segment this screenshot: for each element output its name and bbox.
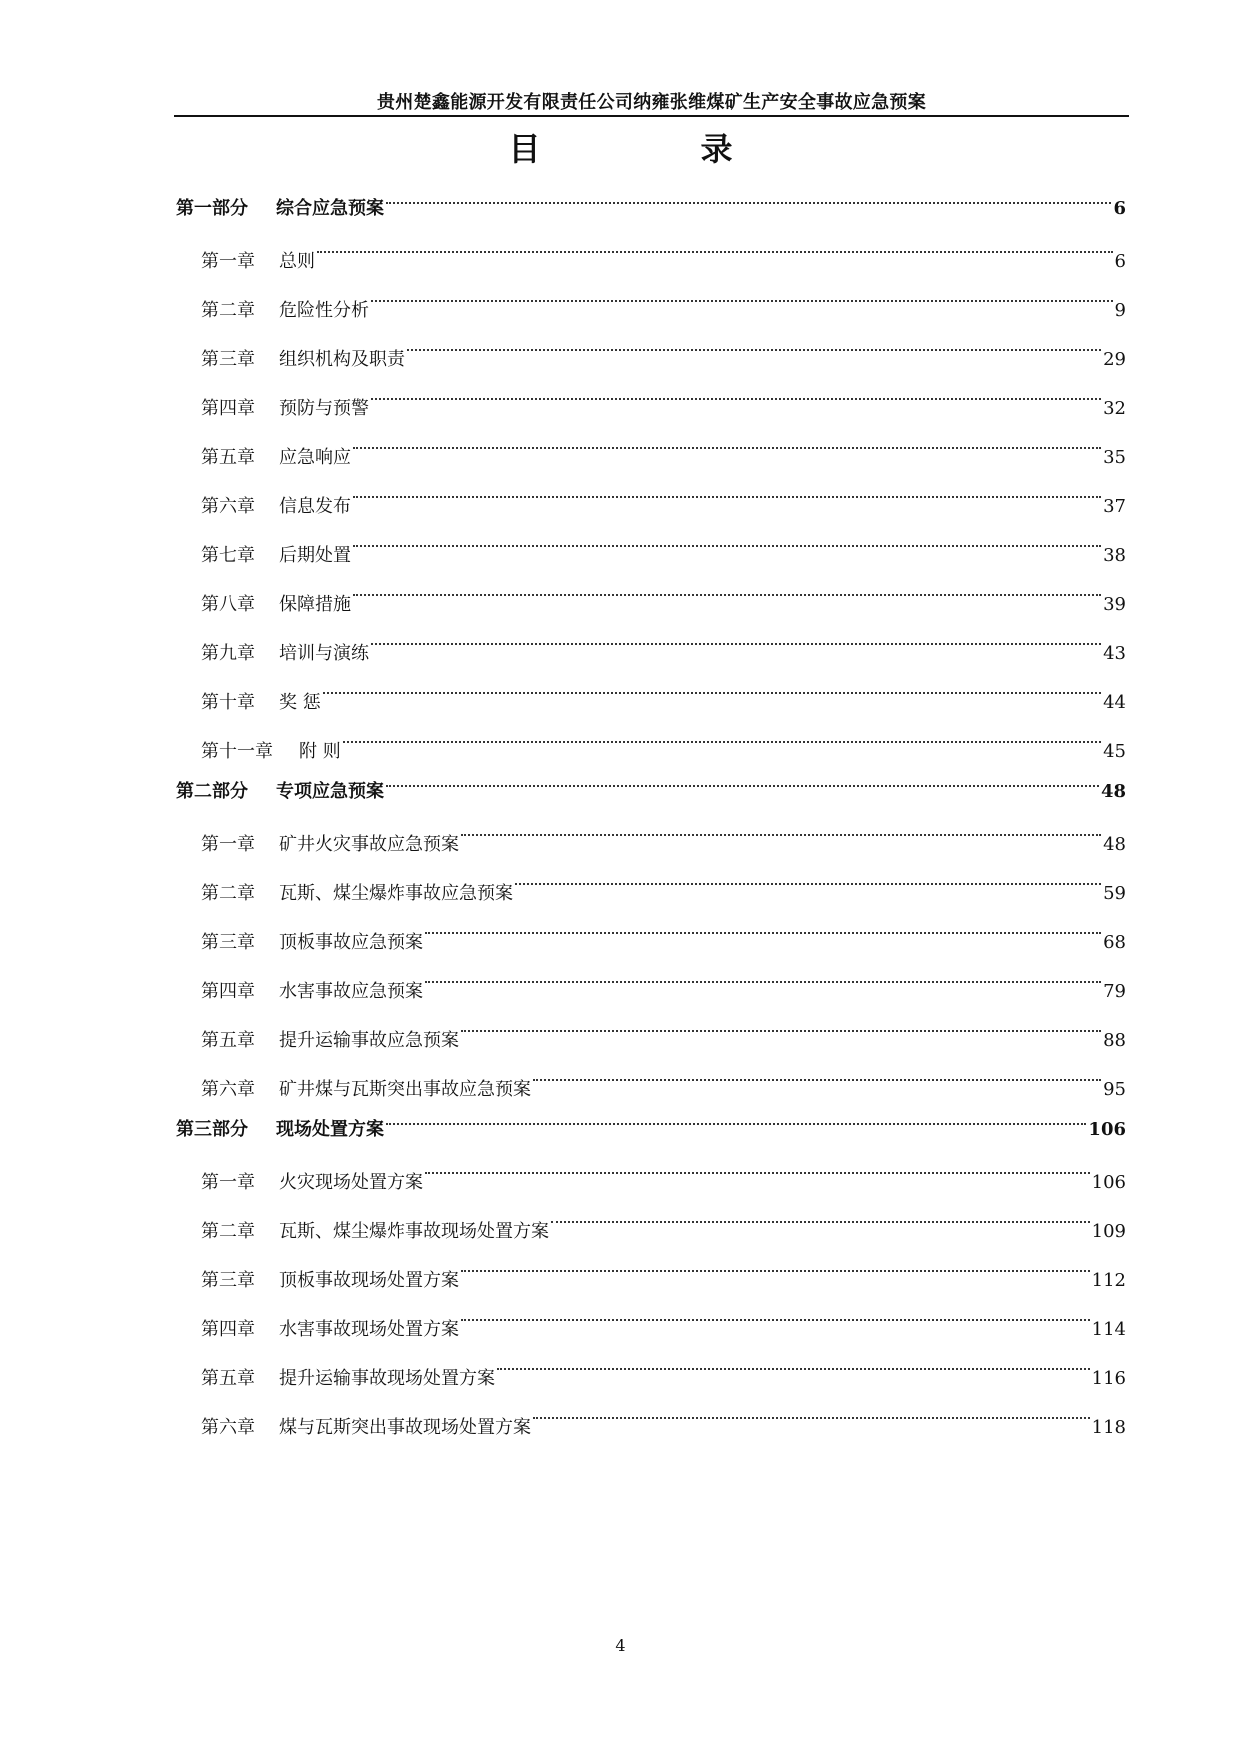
toc-entry-title: 水害事故现场处置方案 [279, 1319, 459, 1340]
toc-entry-number: 第三章 [201, 349, 255, 370]
toc-entry-title: 煤与瓦斯突出事故现场处置方案 [279, 1417, 531, 1438]
toc-entry-page: 118 [1091, 1417, 1126, 1438]
toc-entry-number: 第一章 [201, 834, 255, 855]
toc-entry-title: 应急响应 [279, 447, 351, 468]
toc-entry-title: 现场处置方案 [276, 1119, 384, 1140]
toc-entry-label [201, 820, 459, 869]
toc-entry-number: 第三部分 [176, 1119, 248, 1140]
toc-entry-number: 第五章 [201, 447, 255, 468]
toc-entry-page: 68 [1103, 932, 1126, 953]
running-header: 贵州楚鑫能源开发有限责任公司纳雍张维煤矿生产安全事故应急预案 [377, 92, 926, 113]
toc-title: 目录 [508, 130, 893, 168]
toc-entry-label [201, 1158, 423, 1207]
toc-leader-dots [425, 899, 1101, 948]
toc-entry-title: 预防与预警 [279, 398, 369, 419]
toc-entry-number: 第十章 [201, 692, 255, 713]
toc-leader-dots [317, 218, 1113, 267]
toc-entry-number: 第九章 [201, 643, 255, 664]
toc-entry-title: 危险性分析 [279, 300, 369, 321]
toc-entry-page: 79 [1103, 981, 1126, 1002]
toc-leader-dots [353, 414, 1101, 463]
toc-entry-label [201, 1403, 531, 1452]
toc-entry-label [201, 967, 423, 1016]
toc-entry-title: 奖 惩 [279, 692, 321, 713]
toc-leader-dots [323, 659, 1101, 708]
toc-entry-label [201, 918, 423, 967]
toc-entry-title: 提升运输事故应急预案 [279, 1030, 459, 1051]
toc-entry-label [176, 775, 384, 809]
toc-entry-number: 第一部分 [176, 198, 248, 219]
toc-entry-title: 附 则 [299, 741, 341, 762]
toc-entry-title: 综合应急预案 [276, 198, 384, 219]
toc-entry-page: 45 [1103, 741, 1126, 762]
toc-entry-page: 48 [1100, 781, 1126, 802]
toc-leader-dots [386, 763, 1099, 797]
toc-leader-dots [371, 267, 1113, 316]
toc-entry-page: 106 [1091, 1172, 1126, 1193]
toc-entry-page: 59 [1103, 883, 1126, 904]
toc-leader-dots [386, 180, 1111, 214]
toc-leader-dots [461, 801, 1101, 850]
toc-leader-dots [515, 850, 1101, 899]
toc-entry-page: 6 [1113, 198, 1126, 219]
toc-leader-dots [343, 708, 1101, 757]
toc-entry-title: 顶板事故现场处置方案 [279, 1270, 459, 1291]
toc-entry-page: 32 [1103, 398, 1126, 419]
toc-entry-label [201, 678, 321, 727]
toc-entry-title: 信息发布 [279, 496, 351, 517]
toc-leader-dots [497, 1335, 1090, 1384]
toc-leader-dots [425, 1139, 1090, 1188]
toc-entry-label [201, 384, 369, 433]
toc-entry-title: 后期处置 [279, 545, 351, 566]
toc-entry-title: 培训与演练 [279, 643, 369, 664]
toc-entry-label [201, 286, 369, 335]
toc-entry-page: 114 [1091, 1319, 1126, 1340]
toc-leader-dots [386, 1101, 1086, 1135]
toc-entry-page: 116 [1091, 1368, 1126, 1389]
toc-leader-dots [353, 463, 1101, 512]
toc-entry-page: 109 [1091, 1221, 1126, 1242]
header-rule [174, 115, 1129, 117]
toc-entry-title: 专项应急预案 [276, 781, 384, 802]
toc-entry-number: 第一章 [201, 1172, 255, 1193]
toc-entry-number: 第三章 [201, 932, 255, 953]
toc-entry-number: 第四章 [201, 1319, 255, 1340]
toc-entry-page: 38 [1103, 545, 1126, 566]
toc-entry-label [201, 580, 351, 629]
toc-entry-page: 88 [1103, 1030, 1126, 1051]
toc-leader-dots [461, 1237, 1090, 1286]
toc-entry-page: 106 [1088, 1119, 1126, 1140]
toc-leader-dots [533, 1046, 1101, 1095]
page-number: 4 [615, 1636, 626, 1655]
toc-entry-title: 矿井火灾事故应急预案 [279, 834, 459, 855]
toc-leader-dots [461, 997, 1101, 1046]
toc-entry-title: 火灾现场处置方案 [279, 1172, 423, 1193]
toc-entry-number: 第六章 [201, 496, 255, 517]
toc-entry-label [201, 482, 351, 531]
toc-entry-title: 瓦斯、煤尘爆炸事故应急预案 [279, 883, 513, 904]
toc-entry-number: 第二章 [201, 1221, 255, 1242]
toc-chapter-entry[interactable] [176, 267, 1126, 321]
toc-leader-dots [353, 512, 1101, 561]
toc-entry-title: 组织机构及职责 [279, 349, 405, 370]
toc-entry-title: 顶板事故应急预案 [279, 932, 423, 953]
toc-entry-page: 6 [1114, 251, 1126, 272]
toc-entry-number: 第二章 [201, 300, 255, 321]
toc-entry-page: 48 [1103, 834, 1126, 855]
toc-entry-label [201, 1016, 459, 1065]
toc-entry-number: 第四章 [201, 398, 255, 419]
toc-leader-dots [407, 316, 1101, 365]
toc-leader-dots [371, 365, 1101, 414]
toc-entry-label [201, 531, 351, 580]
toc-entry-page: 39 [1103, 594, 1126, 615]
toc-entry-number: 第五章 [201, 1368, 255, 1389]
toc-entry-label [201, 237, 315, 286]
toc-leader-dots [551, 1188, 1090, 1237]
table-of-contents [176, 180, 1126, 1438]
toc-leader-dots [461, 1286, 1090, 1335]
toc-entry-page: 37 [1103, 496, 1126, 517]
toc-leader-dots [533, 1384, 1090, 1433]
toc-chapter-entry[interactable] [176, 218, 1126, 272]
toc-entry-number: 第七章 [201, 545, 255, 566]
toc-entry-page: 29 [1103, 349, 1126, 370]
toc-leader-dots [371, 610, 1101, 659]
toc-part-entry[interactable] [176, 180, 1126, 219]
toc-entry-title: 矿井煤与瓦斯突出事故应急预案 [279, 1079, 531, 1100]
toc-entry-title: 保障措施 [279, 594, 351, 615]
toc-entry-label [201, 433, 351, 482]
toc-entry-number: 第二部分 [176, 781, 248, 802]
toc-entry-page: 43 [1103, 643, 1126, 664]
toc-entry-title: 总则 [279, 251, 315, 272]
toc-entry-number: 第八章 [201, 594, 255, 615]
toc-entry-number: 第二章 [201, 883, 255, 904]
toc-entry-label [201, 1305, 459, 1354]
toc-entry-page: 95 [1103, 1079, 1126, 1100]
toc-entry-title: 提升运输事故现场处置方案 [279, 1368, 495, 1389]
toc-entry-number: 第六章 [201, 1417, 255, 1438]
toc-leader-dots [353, 561, 1101, 610]
toc-entry-number: 第三章 [201, 1270, 255, 1291]
toc-entry-title: 瓦斯、煤尘爆炸事故现场处置方案 [279, 1221, 549, 1242]
toc-entry-page: 9 [1114, 300, 1126, 321]
toc-entry-label [201, 727, 341, 776]
toc-entry-page: 112 [1091, 1270, 1126, 1291]
toc-entry-label [201, 1256, 459, 1305]
toc-entry-number: 第六章 [201, 1079, 255, 1100]
toc-entry-page: 44 [1103, 692, 1126, 713]
toc-leader-dots [425, 948, 1101, 997]
toc-entry-label [201, 1354, 495, 1403]
toc-entry-page: 35 [1103, 447, 1126, 468]
toc-entry-number: 第一章 [201, 251, 255, 272]
toc-entry-number: 第四章 [201, 981, 255, 1002]
toc-entry-title: 水害事故应急预案 [279, 981, 423, 1002]
toc-entry-number: 第十一章 [201, 741, 273, 762]
toc-entry-label [176, 1113, 384, 1147]
toc-entry-number: 第五章 [201, 1030, 255, 1051]
